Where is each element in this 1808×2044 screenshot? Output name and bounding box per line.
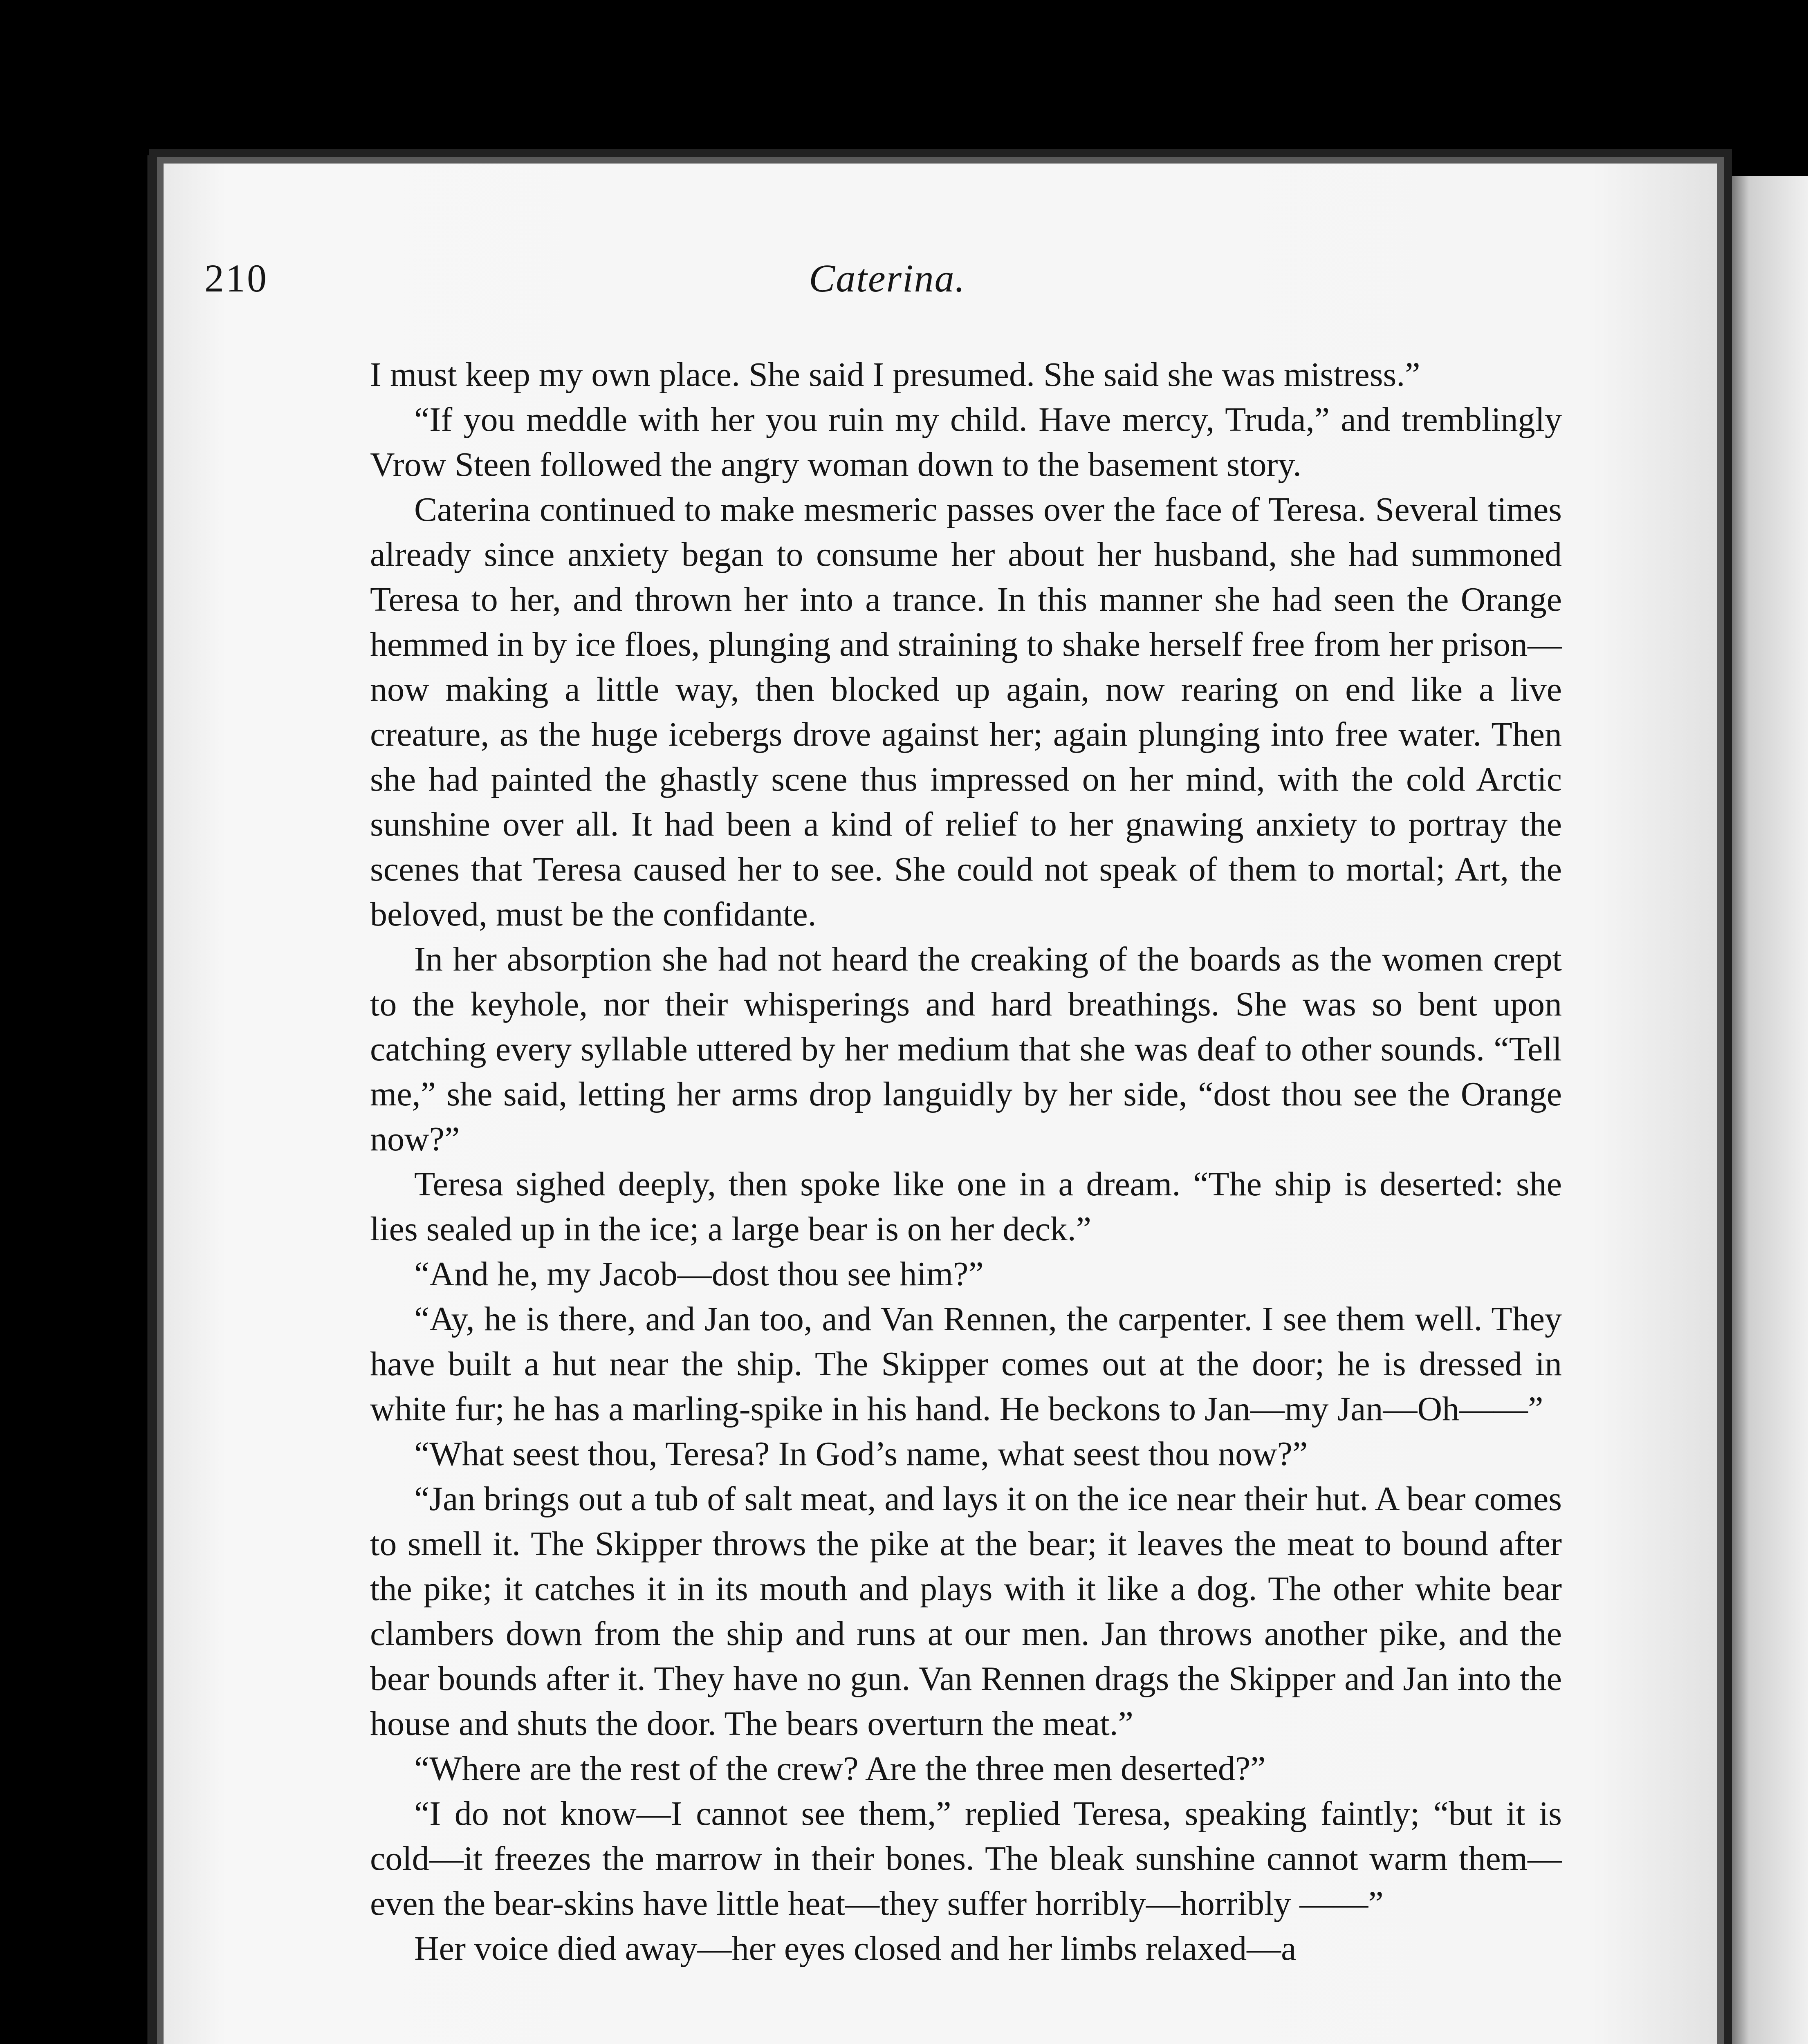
paragraph: “What seest thou, Teresa? In God’s name, what seest thou now?” [414,1435,1308,1473]
paragraph: In her absorption she had not heard the creaking of the boards as the women crept to the keyhole, nor their whisperings and hard breathings. She was so bent upon catching every syllable uttered by her medium that she was deaf to other sounds. “Tell me,” she said, letting her arms drop languidly by her side, “dost thou see the Orange now?” [370,940,1562,1158]
next-page-edge [1717,176,1808,2044]
paragraph: “And he, my Jacob—dost thou see him?” [414,1255,984,1293]
paragraph: “Jan brings out a tub of salt meat, and lays it on the ice near their hut. A bear comes to smell it. The Skipper throws the pike at the bear; it leaves the meat to bound after the pike; it catches it in its mouth and plays with it like a dog. The other white bear clambers down from the ship and runs at our men. Jan throws another pike, and the bear bounds after it. They have no gun. Van Rennen drags the Skipper and Jan into the house and shuts the door. The bears overturn the meat.” [370,1480,1562,1743]
page-number: 210 [204,256,268,300]
running-title: Caterina. [809,256,966,300]
paragraph: “I do not know—I cannot see them,” replied Teresa, speaking faintly; “but it is cold—it freezes the marrow in their bones. The bleak sunshine cannot warm them—even the bear-skins have little heat—they suffer horribly—horribly ——” [370,1795,1562,1923]
paragraph: I must keep my own place. She said I presumed. She said she was mistress.” [370,356,1420,394]
body-text [370,352,1562,1971]
paragraph: Her voice died away—her eyes closed and her limbs relaxed—a [414,1930,1297,1968]
paragraph: “Where are the rest of the crew? Are the three men deserted?” [414,1750,1266,1788]
paragraph: “Ay, he is there, and Jan too, and Van Rennen, the carpenter. I see them well. They have built a hut near the ship. The Skipper comes out at the door; he is dressed in white fur; he has a marling-spike in his hand. He beckons to Jan—my Jan—Oh——” [370,1300,1562,1428]
running-head [204,256,1570,313]
paragraph: Teresa sighed deeply, then spoke like one in a dream. “The ship is deserted: she lies sealed up in the ice; a large bear is on her deck.” [370,1165,1562,1248]
paragraph: Caterina continued to make mesmeric passes over the face of Teresa. Several times already since anxiety began to consume her about her husband, she had summoned Teresa to her, and thrown her into a trance. In this manner she had seen the Orange hemmed in by ice floes, plunging and straining to shake herself free from her prison—now making a little way, then blocked up again, now rearing on end like a live creature, as the huge icebergs drove against her; again plunging into free water. Then she had painted the ghastly scene thus impressed on her mind, with the cold Arctic sunshine over all. It had been a kind of relief to her gnawing anxiety to portray the scenes that Teresa caused her to see. She could not speak of them to mortal; Art, the beloved, must be the confidante. [370,491,1562,933]
paragraph: “If you meddle with her you ruin my child. Have mercy, Truda,” and tremblingly Vrow Steen followed the angry woman down to the basement story. [370,401,1562,484]
